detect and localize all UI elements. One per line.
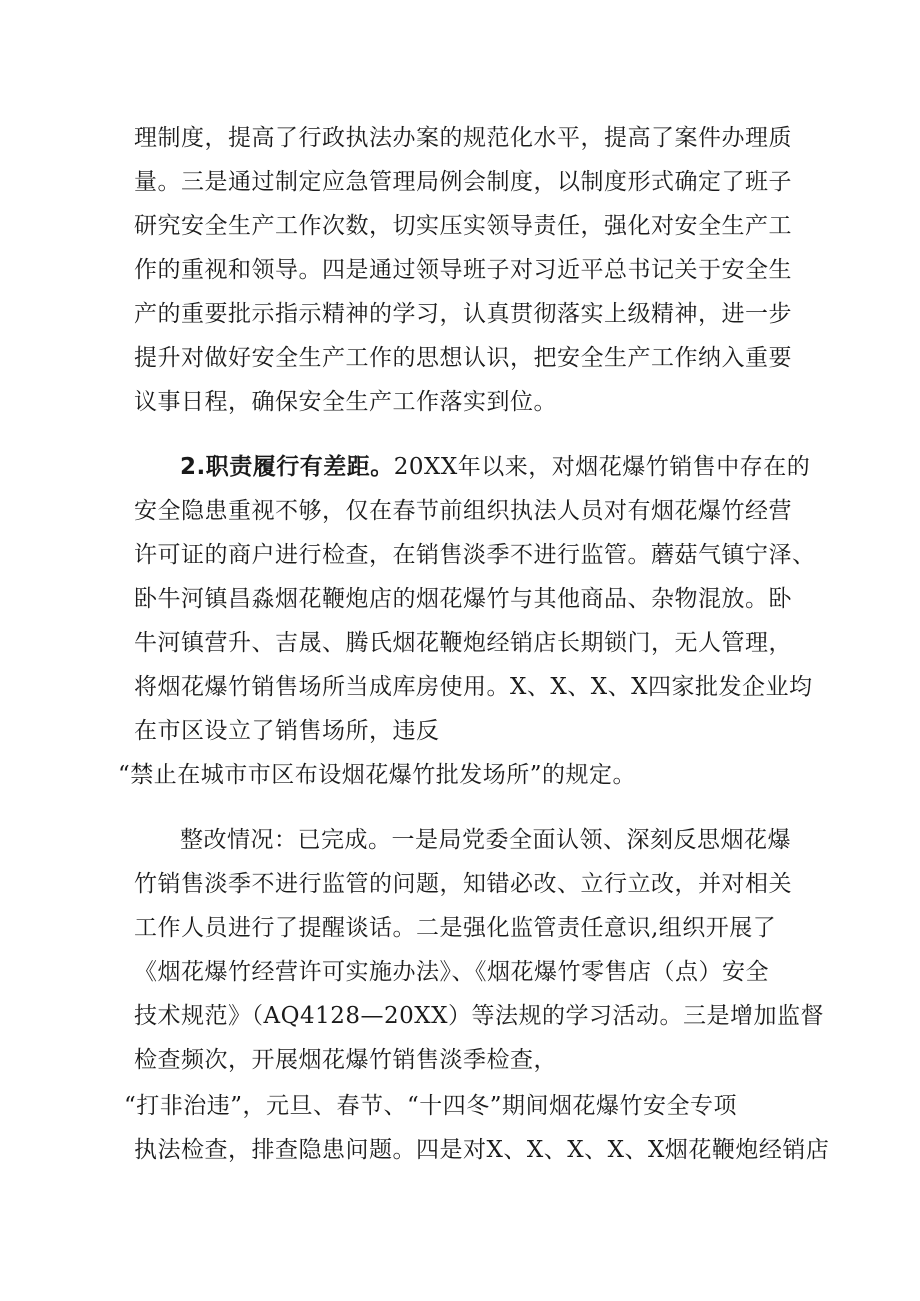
body-text-line: 提升对做好安全生产工作的思想认识，把安全生产工作纳入重要 (134, 345, 792, 371)
body-text-line: 《烟花爆竹经营许可实施办法》、《烟花爆竹零售店（点）安全 (134, 959, 769, 985)
paragraph-first-line: 整改情况：已完成。一是局党委全面认领、深刻反思烟花爆 (180, 827, 791, 853)
body-text-line: 作的重视和领导。四是通过领导班子对习近平总书记关于安全生 (134, 257, 792, 283)
body-text-line: 在市区设立了销售场所，违反 (134, 718, 440, 744)
body-text-line: 安全隐患重视不够，仅在春节前组织执法人员对有烟花爆竹经营 (134, 498, 792, 524)
body-text-line: 卧牛河镇昌淼烟花鞭炮店的烟花爆竹与其他商品、杂物混放。卧 (134, 586, 792, 612)
body-text-line: 工作人员进行了提醒谈话。二是强化监管责任意识,组织开展了 (134, 915, 777, 941)
body-text-line: 将烟花爆竹销售场所当成库房使用。X、X、X、X四家批发企业均 (134, 674, 813, 700)
body-text-line: 竹销售淡季不进行监管的问题，知错必改、立行立改，并对相关 (134, 871, 792, 897)
body-text-line: 执法检查，排查隐患问题。四是对X、X、X、X、X烟花鞭炮经销店 (134, 1137, 830, 1163)
body-text-line: “打非治违”，元旦、春节、“十四冬”期间烟花爆竹安全专项 (124, 1093, 738, 1119)
body-text-line: 检查频次，开展烟花爆竹销售淡季检查， (134, 1047, 557, 1073)
section-heading-line (180, 445, 810, 489)
body-text-line: 许可证的商户进行检查，在销售淡季不进行监管。蘑菇气镇宁泽、 (134, 542, 816, 568)
body-text-line: 议事日程，确保安全生产工作落实到位。 (134, 389, 557, 415)
body-text-line: “禁止在城市市区布设烟花爆竹批发场所”的规定。 (118, 762, 637, 788)
section-heading: 2.职责履行有差距。 (180, 454, 394, 480)
body-text-line: 量。三是通过制定应急管理局例会制度，以制度形式确定了班子 (134, 169, 792, 195)
body-text-line: 产的重要批示指示精神的学习，认真贯彻落实上级精神，进一步 (134, 301, 792, 327)
body-text-line: 牛河镇营升、吉晟、腾氏烟花鞭炮经销店长期锁门，无人管理， (134, 630, 792, 656)
body-text-fragment: 20XX年以来，对烟花爆竹销售中存在的 (393, 454, 811, 480)
body-text-line: 研究安全生产工作次数，切实压实领导责任，强化对安全生产工 (134, 213, 792, 239)
body-text-line: 技术规范》（AQ4128—20XX）等法规的学习活动。三是增加监督 (134, 1003, 825, 1029)
body-text-line: 理制度，提高了行政执法办案的规范化水平，提高了案件办理质 (134, 125, 792, 151)
